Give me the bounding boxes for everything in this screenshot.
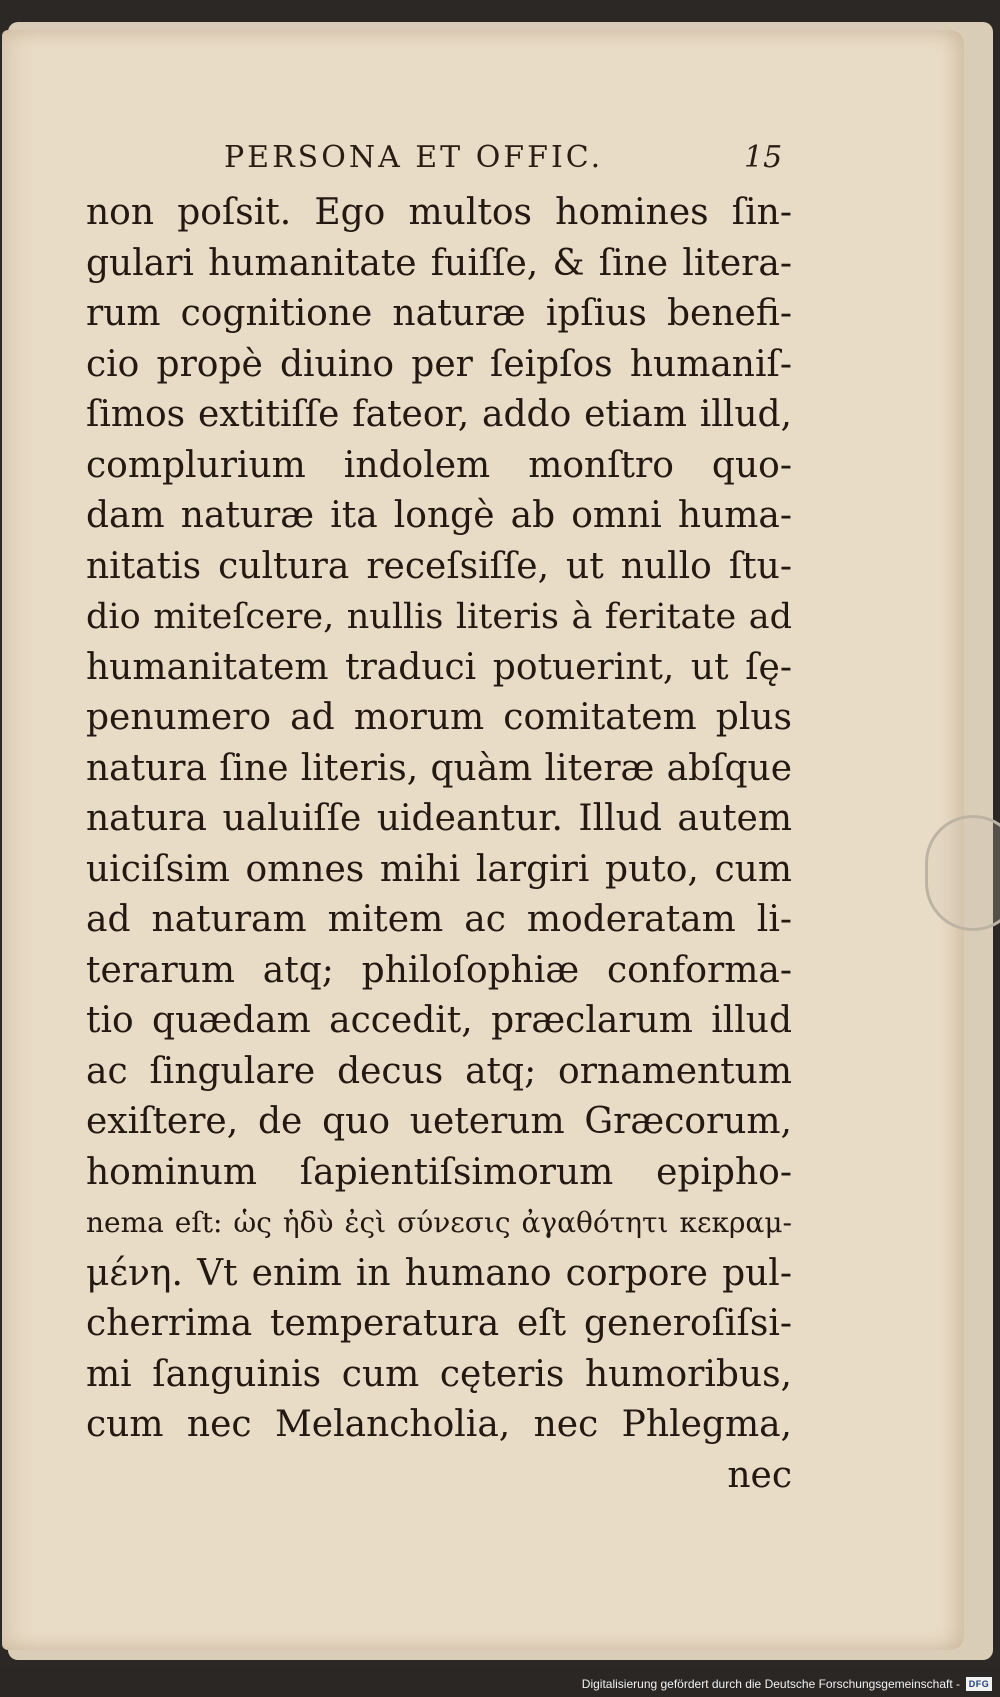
text-line: non poſsit. Ego multos homines ſin- <box>86 192 792 233</box>
text-line: ac ſingulare decus atq; ornamentum <box>86 1050 792 1092</box>
text-line: penumero ad morum comitatem plus <box>86 697 792 738</box>
text-line: ſimos extitiſſe fateor, addo etiam illud, <box>86 394 792 435</box>
digitization-footer <box>582 1675 992 1693</box>
text-line: tio quædam accedit, præclarum illud <box>86 1000 792 1041</box>
body-text <box>86 188 792 1501</box>
text-line: uiciſsim omnes mihi largiri puto, cum <box>86 848 792 890</box>
text-line: dam naturæ ita longè ab omni huma- <box>86 495 792 536</box>
funding-credit: Digitalisierung gefördert durch die Deutsche Forschungsgemeinschaft - <box>581 1677 960 1691</box>
text-line: natura ſine literis, quàm literæ abſque <box>86 747 792 789</box>
page-number: 15 <box>744 140 783 175</box>
text-line: cherrima temperatura eſt generoſiſsi- <box>86 1303 792 1344</box>
text-line: cio propè diuino per ſeipſos humaniſ- <box>86 343 792 385</box>
text-line: rum cognitione naturæ ipſius benefi- <box>86 293 792 334</box>
running-head <box>2 138 964 178</box>
text-line: cum nec Melancholia, nec Phlegma, <box>86 1404 792 1445</box>
book-clasp <box>925 815 1000 931</box>
catchword: nec <box>727 1454 792 1496</box>
text-line: mi ſanguinis cum cęteris humoribus, <box>86 1353 792 1395</box>
text-line: nitatis cultura receſsiſſe, ut nullo ſtu- <box>86 545 792 587</box>
text-line: dio miteſcere, nullis literis à feritate ad <box>86 597 792 637</box>
running-title: PERSONA ET OFFIC. <box>224 140 604 175</box>
text-line: gulari humanitate fuiſſe, & ſine litera- <box>86 242 792 284</box>
text-line: hominum ſapientiſsimorum epipho- <box>86 1151 792 1193</box>
text-line: humanitatem traduci potuerint, ut ſę- <box>86 646 792 688</box>
text-line: complurium indolem monſtro quo- <box>86 444 792 486</box>
book-page <box>2 30 964 1650</box>
text-line: ad naturam mitem ac moderatam li- <box>86 899 792 940</box>
text-line: μένη. Vt enim in humano corpore pul- <box>86 1252 792 1294</box>
text-line: terarum atq; philoſophiæ conforma- <box>86 949 792 991</box>
dfg-logo-icon: DFG <box>966 1677 992 1691</box>
greek-text-line: nema eſt: ὡς ἡδὺ ἐςὶ σύνεσις ἀγαθότητι κεκραμ- <box>86 1206 792 1239</box>
text-line: natura ualuiſſe uideantur. Illud autem <box>86 798 792 839</box>
text-line: exiſtere, de quo ueterum Græcorum, <box>86 1101 792 1142</box>
